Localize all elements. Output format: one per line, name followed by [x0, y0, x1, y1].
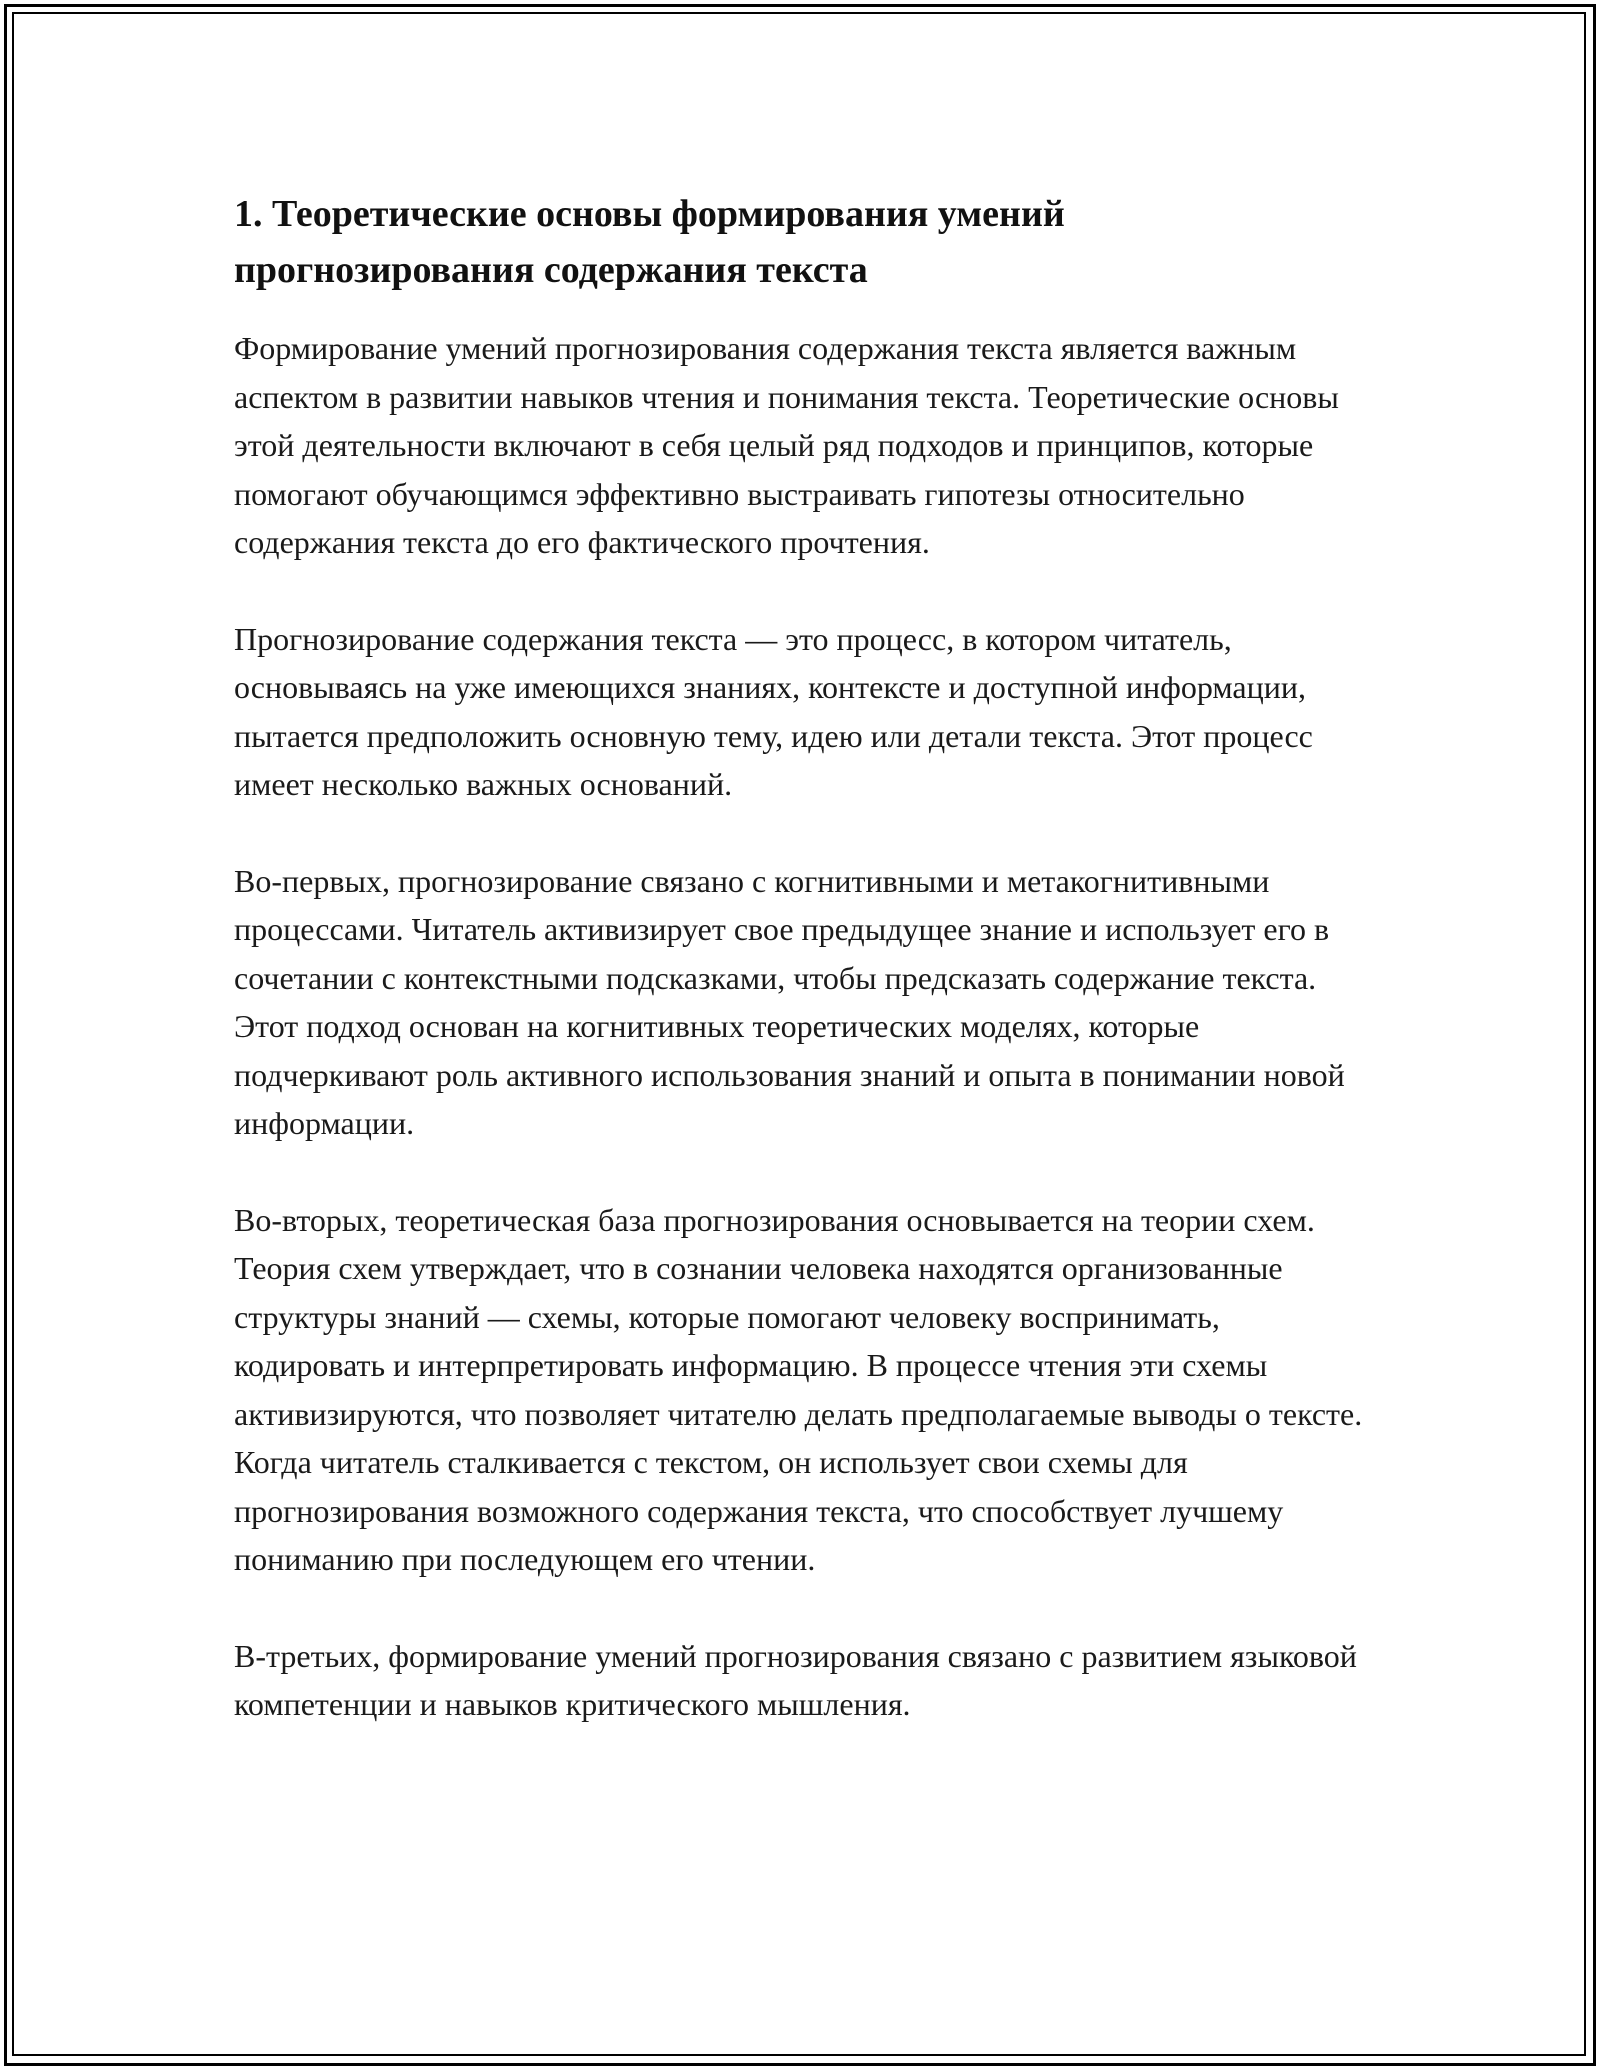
paragraph-intro: Формирование умений прогнозирования содержания текста является важным аспектом в развитии навыков чтения и понимания текста. Теоретические основы этой деятельности включают в себя целый ряд подходов и принципов, которые помогают обучающимся эффективно выстраивать гипотезы относительно содержания текста до его фактического прочтения.	[234, 330, 1339, 560]
section-title	[234, 186, 1364, 298]
paragraph-third-point: В-третьих, формирование умений прогнозирования связано с развитием языковой компетенции и навыков критического мышления.	[234, 1637, 1357, 1722]
paragraph-first-point: Во-первых, прогнозирование связано с когнитивными и метакогнитивными процессами. Читатель активизирует свое предыдущее знание и использует его в сочетании с контекстными подсказками, чтобы предсказать содержание текста. Этот подход основан на когнитивных теоретических моделях, которые подчеркивают роль активного использования знаний и опыта в понимании новой информации.	[234, 862, 1345, 1141]
document-body	[234, 186, 1364, 1729]
section-title-line-1: 1. Теоретические основы формирования умений	[234, 193, 1065, 235]
paragraph-second-point: Во-вторых, теоретическая база прогнозирования основывается на теории схем. Теория схем утверждает, что в сознании человека находятся организованные структуры знаний — схемы, которые помогают человеку воспринимать, кодировать и интерпретировать информацию. В процессе чтения эти схемы активизируются, что позволяет читателю делать предполагаемые выводы о тексте. Когда читатель сталкивается с текстом, он использует свои схемы для прогнозирования возможного содержания текста, что способствует лучшему пониманию при последующем его чтении.	[234, 1201, 1363, 1577]
section-title-line-2: прогнозирования содержания текста	[234, 249, 868, 291]
paragraph-definition: Прогнозирование содержания текста — это процесс, в котором читатель, основываясь на уже имеющихся знаниях, контексте и доступной информации, пытается предположить основную тему, идею или детали текста. Этот процесс имеет несколько важных оснований.	[234, 620, 1313, 802]
